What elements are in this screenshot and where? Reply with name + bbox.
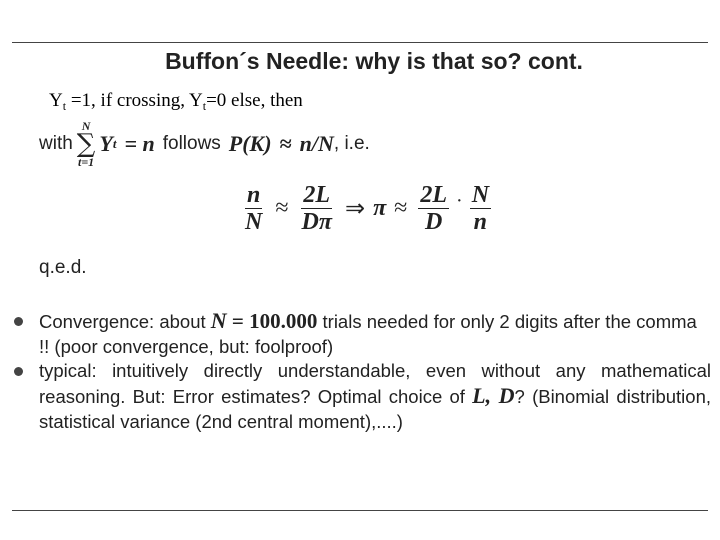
fraction-2L-over-D xyxy=(418,182,449,235)
fraction-numerator: n xyxy=(246,181,261,208)
bullet-icon xyxy=(14,367,23,376)
qed-text: q.e.d. xyxy=(39,257,87,278)
variable-N: N xyxy=(210,308,227,333)
typical-text-start: typical: intuitively directly understandable, even without any mathematical reasoning. But: Error estimates? Optimal choice of xyxy=(39,360,711,407)
summand: Y xyxy=(99,131,113,156)
approx-symbol: ≈ xyxy=(275,194,289,221)
approx-symbol: ≈ xyxy=(279,131,292,156)
ratio-n-over-N: n/N xyxy=(299,131,334,156)
trial-count: 100.000 xyxy=(249,309,318,333)
overlay-sub1: t xyxy=(62,99,67,113)
convergence-text-start: Convergence: about xyxy=(39,311,211,332)
overlay-text xyxy=(49,90,303,114)
convergence-text-end: trials needed for only 2 digits after the comma !! (poor convergence, but: foolproof) xyxy=(39,311,697,357)
follows-word: follows xyxy=(162,133,221,154)
fraction-numerator: 2L xyxy=(420,181,448,208)
fraction-denominator: Dπ xyxy=(301,208,332,235)
bottom-divider xyxy=(12,510,708,511)
approx-symbol: ≈ xyxy=(394,194,408,221)
summand-sub: t xyxy=(112,136,117,151)
fraction-denominator: D xyxy=(425,208,443,235)
overlay-middle: =1, if crossing, Y xyxy=(66,90,203,111)
overlay-end: =0 else, then xyxy=(206,90,303,111)
fraction-numerator: N xyxy=(471,181,490,208)
ie-text: , i.e. xyxy=(333,133,370,154)
convergence-bullet xyxy=(39,308,711,359)
variables-L-D: L, D xyxy=(472,383,515,408)
overlay-y1: Y xyxy=(49,90,63,111)
typical-bullet xyxy=(39,358,711,434)
sigma-symbol: ∑ xyxy=(76,129,96,159)
sum-upper-limit: N xyxy=(81,119,91,133)
slide-title: Buffon´s Needle: why is that so? cont. xyxy=(165,48,583,74)
implies-arrow: ⇒ xyxy=(344,195,366,222)
equals-n: = n xyxy=(124,131,155,156)
with-word: with xyxy=(39,133,73,154)
equals-sign: = xyxy=(226,309,250,333)
typical-text-end: ? (Binomial distribution, statistical variance (2nd central moment),....) xyxy=(39,386,712,432)
bullet-icon xyxy=(14,317,23,326)
pi-symbol: π xyxy=(373,194,387,221)
fraction-n-over-N xyxy=(243,182,264,235)
sum-lower-limit: t=1 xyxy=(77,155,95,169)
fraction-N-over-n xyxy=(470,182,491,235)
sum-operator xyxy=(77,120,96,168)
multiply-dot: · xyxy=(456,189,463,212)
fraction-denominator: N xyxy=(245,208,263,235)
sum-statement xyxy=(39,119,370,169)
probability-pk: P(K) xyxy=(228,131,272,156)
overlay-sub2: t xyxy=(202,99,207,113)
fraction-numerator: 2L xyxy=(303,181,331,208)
pi-estimate-equation xyxy=(238,178,496,238)
top-divider xyxy=(12,42,708,43)
fraction-denominator: n xyxy=(473,208,488,235)
fraction-2L-over-Dpi xyxy=(300,182,334,235)
